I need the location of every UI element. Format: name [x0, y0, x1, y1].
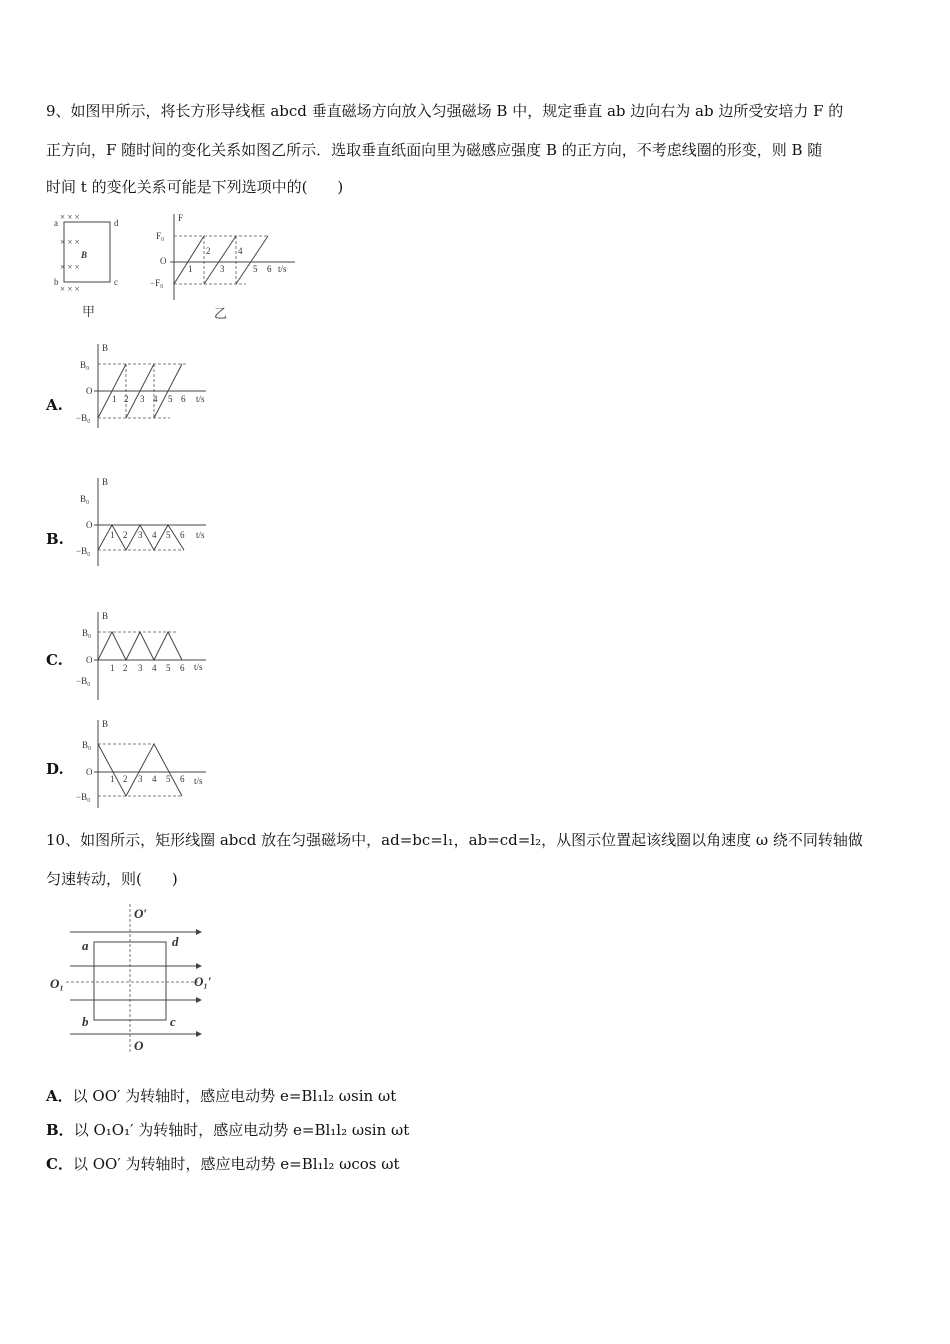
svg-text:4: 4: [152, 663, 157, 673]
neg-label: −B₀: [76, 413, 91, 423]
origin-label: O: [86, 386, 93, 396]
svg-text:t/s: t/s: [194, 662, 203, 672]
q10-figure: [46, 902, 226, 1057]
svg-text:3: 3: [140, 394, 145, 404]
svg-text:1: 1: [112, 394, 117, 404]
label-o1-prime-right: O₁′: [194, 974, 212, 989]
svg-text:O: O: [86, 767, 93, 777]
svg-text:5: 5: [166, 530, 171, 540]
q9-option-d-graph: [78, 718, 218, 810]
q10-option-c[interactable]: [46, 1154, 400, 1174]
q9-figure-jia: [48, 212, 128, 322]
field-label: B: [81, 250, 88, 260]
svg-text:6: 6: [181, 394, 186, 404]
svg-text:O: O: [86, 520, 93, 530]
q9-stem-line-3: 时间 t 的变化关系可能是下列选项中的( ): [46, 178, 344, 196]
q10-option-b-text: 以 O₁O₁′ 为转轴时，感应电动势 e=Bl₁l₂ ωsin ωt: [73, 1121, 410, 1139]
svg-text:−B₀: −B₀: [76, 792, 91, 802]
q9-option-d-label[interactable]: D.: [46, 760, 64, 778]
pos-label: B₀: [80, 360, 90, 370]
origin-label: O: [160, 256, 167, 266]
corner-d: d: [172, 934, 179, 949]
svg-text:−B₀: −B₀: [76, 676, 91, 686]
svg-text:t/s: t/s: [194, 776, 203, 786]
svg-text:× × ×: × × ×: [60, 237, 80, 247]
svg-text:6: 6: [180, 663, 185, 673]
corner-b: b: [82, 1014, 89, 1029]
svg-text:1: 1: [110, 530, 115, 540]
svg-text:B₀: B₀: [82, 740, 92, 750]
corner-c: c: [170, 1014, 176, 1029]
svg-text:B: B: [102, 611, 109, 621]
x-axis-label: t/s: [196, 394, 205, 404]
q9-option-c-graph: [78, 610, 218, 702]
caption-jia: 甲: [82, 304, 96, 319]
svg-text:6: 6: [180, 774, 185, 784]
svg-text:1: 1: [110, 663, 115, 673]
q9-figure-yi: [150, 212, 310, 322]
q10-option-b[interactable]: [46, 1120, 409, 1140]
q9-stem-line-1: 9、如图甲所示，将长方形导线框 abcd 垂直磁场方向放入匀强磁场 B 中，规定垂直 ab 边向右为 ab 边所受安培力 F 的: [46, 102, 844, 120]
q10-stem-line-1: 10、如图所示，矩形线圈 abcd 放在匀强磁场中，ad=bc=l₁，ab=cd=l₂，从图示位置起该线圈以角速度 ω 绕不同转轴做: [46, 831, 863, 849]
svg-text:2: 2: [123, 663, 128, 673]
tick-5: 5: [253, 264, 258, 274]
q10-option-c-label: C．: [46, 1155, 73, 1173]
svg-text:B: B: [102, 719, 109, 729]
label-o-prime-top: O′: [134, 906, 148, 921]
svg-text:5: 5: [168, 394, 173, 404]
pos-label: F₀: [156, 231, 165, 241]
y-axis-label: B: [102, 343, 109, 353]
corner-d: d: [114, 218, 119, 228]
svg-text:B₀: B₀: [82, 628, 92, 638]
caption-yi: 乙: [214, 306, 228, 321]
q9-option-a-label[interactable]: A.: [46, 396, 63, 414]
q10-option-a-text: 以 OO′ 为转轴时，感应电动势 e=Bl₁l₂ ωsin ωt: [72, 1087, 397, 1105]
q9-option-b-graph: [78, 476, 218, 568]
label-o1-left: O₁: [50, 976, 64, 991]
corner-a: a: [82, 938, 89, 953]
svg-text:2: 2: [123, 530, 128, 540]
tick-1: 1: [188, 264, 193, 274]
svg-text:4: 4: [152, 774, 157, 784]
svg-text:× × ×: × × ×: [60, 212, 80, 222]
svg-text:4: 4: [153, 394, 158, 404]
svg-text:2: 2: [123, 774, 128, 784]
svg-text:× × ×: × × ×: [60, 262, 80, 272]
svg-text:6: 6: [180, 530, 185, 540]
corner-a: a: [54, 218, 58, 228]
svg-text:3: 3: [138, 663, 143, 673]
q9-option-a-graph: [78, 342, 218, 432]
neg-label: −F₀: [150, 278, 164, 288]
q9-option-c-label[interactable]: C.: [46, 651, 63, 669]
label-o-bottom: O: [134, 1038, 144, 1053]
field-lines: [70, 929, 202, 1037]
q10-option-a-label: A．: [46, 1087, 73, 1105]
tick-3: 3: [220, 264, 225, 274]
x-axis-label: t/s: [278, 264, 287, 274]
q10-option-b-label: B．: [46, 1121, 74, 1139]
svg-text:1: 1: [110, 774, 115, 784]
q10-stem-line-2: 匀速转动，则( ): [46, 870, 178, 888]
svg-text:O: O: [86, 655, 93, 665]
svg-text:2: 2: [124, 394, 129, 404]
q9-stem-line-2: 正方向，F 随时间的变化关系如图乙所示．选取垂直纸面向里为磁感应强度 B 的正方向，不考虑线圈的形变，则 B 随: [46, 141, 823, 159]
svg-text:B: B: [102, 477, 109, 487]
y-axis-label: F: [178, 213, 184, 223]
q10-option-a[interactable]: [46, 1086, 396, 1106]
svg-text:4: 4: [152, 530, 157, 540]
svg-text:B₀: B₀: [80, 494, 90, 504]
tick-4: 4: [238, 246, 243, 256]
svg-text:−B₀: −B₀: [76, 546, 91, 556]
svg-text:3: 3: [138, 774, 143, 784]
corner-b: b: [54, 277, 59, 287]
q9-option-b-label[interactable]: B.: [46, 530, 64, 548]
corner-c: c: [114, 277, 118, 287]
svg-text:3: 3: [138, 530, 143, 540]
q10-option-c-text: 以 OO′ 为转轴时，感应电动势 e=Bl₁l₂ ωcos ωt: [72, 1155, 400, 1173]
svg-text:5: 5: [166, 663, 171, 673]
svg-text:× × ×: × × ×: [60, 284, 80, 294]
svg-text:t/s: t/s: [196, 530, 205, 540]
tick-6: 6: [267, 264, 272, 274]
tick-2: 2: [206, 246, 211, 256]
svg-text:5: 5: [166, 774, 171, 784]
